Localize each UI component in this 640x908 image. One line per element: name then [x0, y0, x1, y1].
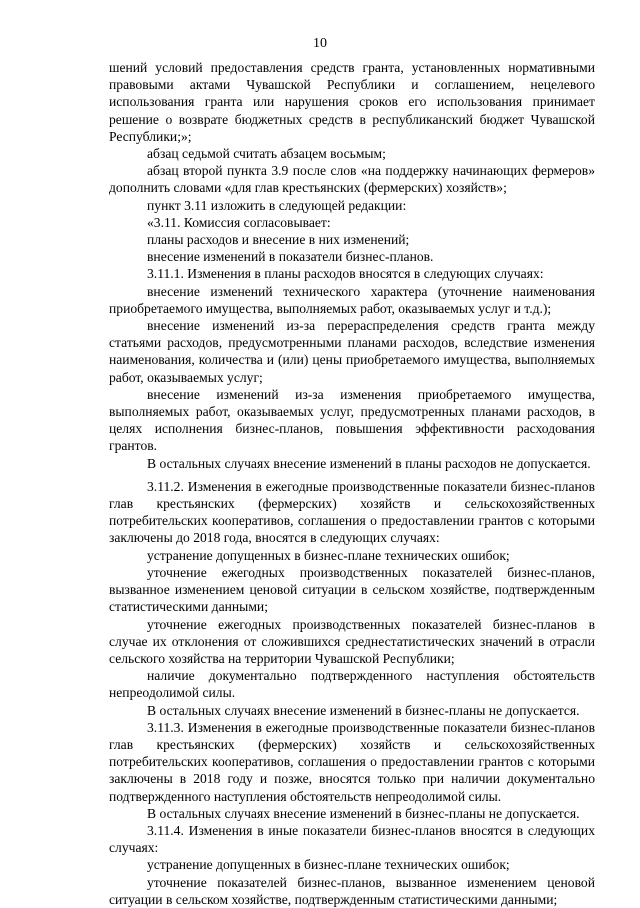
- paragraph: абзац второй пункта 3.9 после слов «на поддержку начинающих фермеров» дополнить словами «для глав крестьянских (фермерских) хозяйств»;: [109, 163, 595, 196]
- document-body: [109, 59, 595, 908]
- paragraph: внесение изменений из-за перераспределения средств гранта между статьями расходов, предусмотренными планами расходов, вследствие изменения наименования, количества и (или) цены приобретаемого имущества, выполняемых работ, оказываемых услуг;: [109, 318, 595, 385]
- paragraph: внесение изменений из-за изменения приобретаемого имущества, выполняемых работ, оказываемых услуг, предусмотренных планами расходов, в целях исполнения бизнес-планов, повышения эффективности расходования грантов.: [109, 386, 595, 454]
- paragraph: уточнение показателей бизнес-планов, вызванное изменением ценовой ситуации в сельском хозяйстве, подтвержденным статистическими данными;: [109, 874, 595, 907]
- paragraph: 3.11.4. Изменения в иные показатели бизнес-планов вносятся в следующих случаях:: [109, 822, 595, 856]
- paragraph: планы расходов и внесение в них изменений;: [147, 232, 410, 248]
- paragraph: уточнение ежегодных производственных показателей бизнес-планов, вызванное изменением ценовой ситуации в сельском хозяйстве, подтвержденным статистическими данными;: [109, 564, 595, 615]
- paragraph: шений условий предоставления средств гранта, установленных нормативными правовыми актами Чувашской Республики и соглашением, нецелевого использования гранта или нарушения сроков его использования принимает решение о возврате бюджетных средств в республиканский бюджет Чувашской Республики;»;: [109, 60, 595, 144]
- paragraph: 3.11.2. Изменения в ежегодные производственные показатели бизнес-планов глав крестьянских (фермерских) хозяйств и сельскохозяйственных потребительских кооперативов, соглашения о предоставлении грантов с которыми заключены до 2018 года, вносятся в следующих случаях:: [109, 478, 595, 546]
- paragraph: внесение изменений в показатели бизнес-планов.: [147, 249, 434, 265]
- paragraph: 3.11.1. Изменения в планы расходов вносятся в следующих случаях:: [147, 266, 544, 282]
- paragraph: 3.11.3. Изменения в ежегодные производственные показатели бизнес-планов глав крестьянских (фермерских) хозяйств и сельскохозяйственных потребительских кооперативов, соглашения о предоставлении грантов с которыми заключены в 2018 году и позже, вносятся только при наличии документально подтвержденного наступления обстоятельств непреодолимой силы.: [109, 719, 595, 804]
- paragraph: уточнение ежегодных производственных показателей бизнес-планов в случае их отклонения от сложившихся среднестатистических значений в отрасли сельского хозяйства на территории Чувашской Республики;: [109, 616, 595, 666]
- paragraph: устранение допущенных в бизнес-плане технических ошибок;: [147, 857, 510, 873]
- paragraph: устранение допущенных в бизнес-плане технических ошибок;: [147, 547, 510, 563]
- paragraph: внесение изменений технического характера (уточнение наименования приобретаемого имущества, выполняемых работ, оказываемых услуг и т.д.);: [109, 283, 595, 316]
- paragraph: «3.11. Комиссия согласовывает:: [147, 214, 331, 230]
- paragraph: В остальных случаях внесение изменений в бизнес-планы не допускается.: [147, 805, 580, 821]
- page-number: 10: [313, 36, 327, 51]
- paragraph: В остальных случаях внесение изменений в планы расходов не допускается.: [147, 455, 591, 471]
- paragraph: В остальных случаях внесение изменений в бизнес-планы не допускается.: [147, 702, 580, 718]
- paragraph: пункт 3.11 изложить в следующей редакции:: [147, 197, 407, 213]
- paragraph: наличие документально подтвержденного наступления обстоятельств непреодолимой силы.: [109, 668, 595, 701]
- paragraph: абзац седьмой считать абзацем восьмым;: [147, 146, 386, 162]
